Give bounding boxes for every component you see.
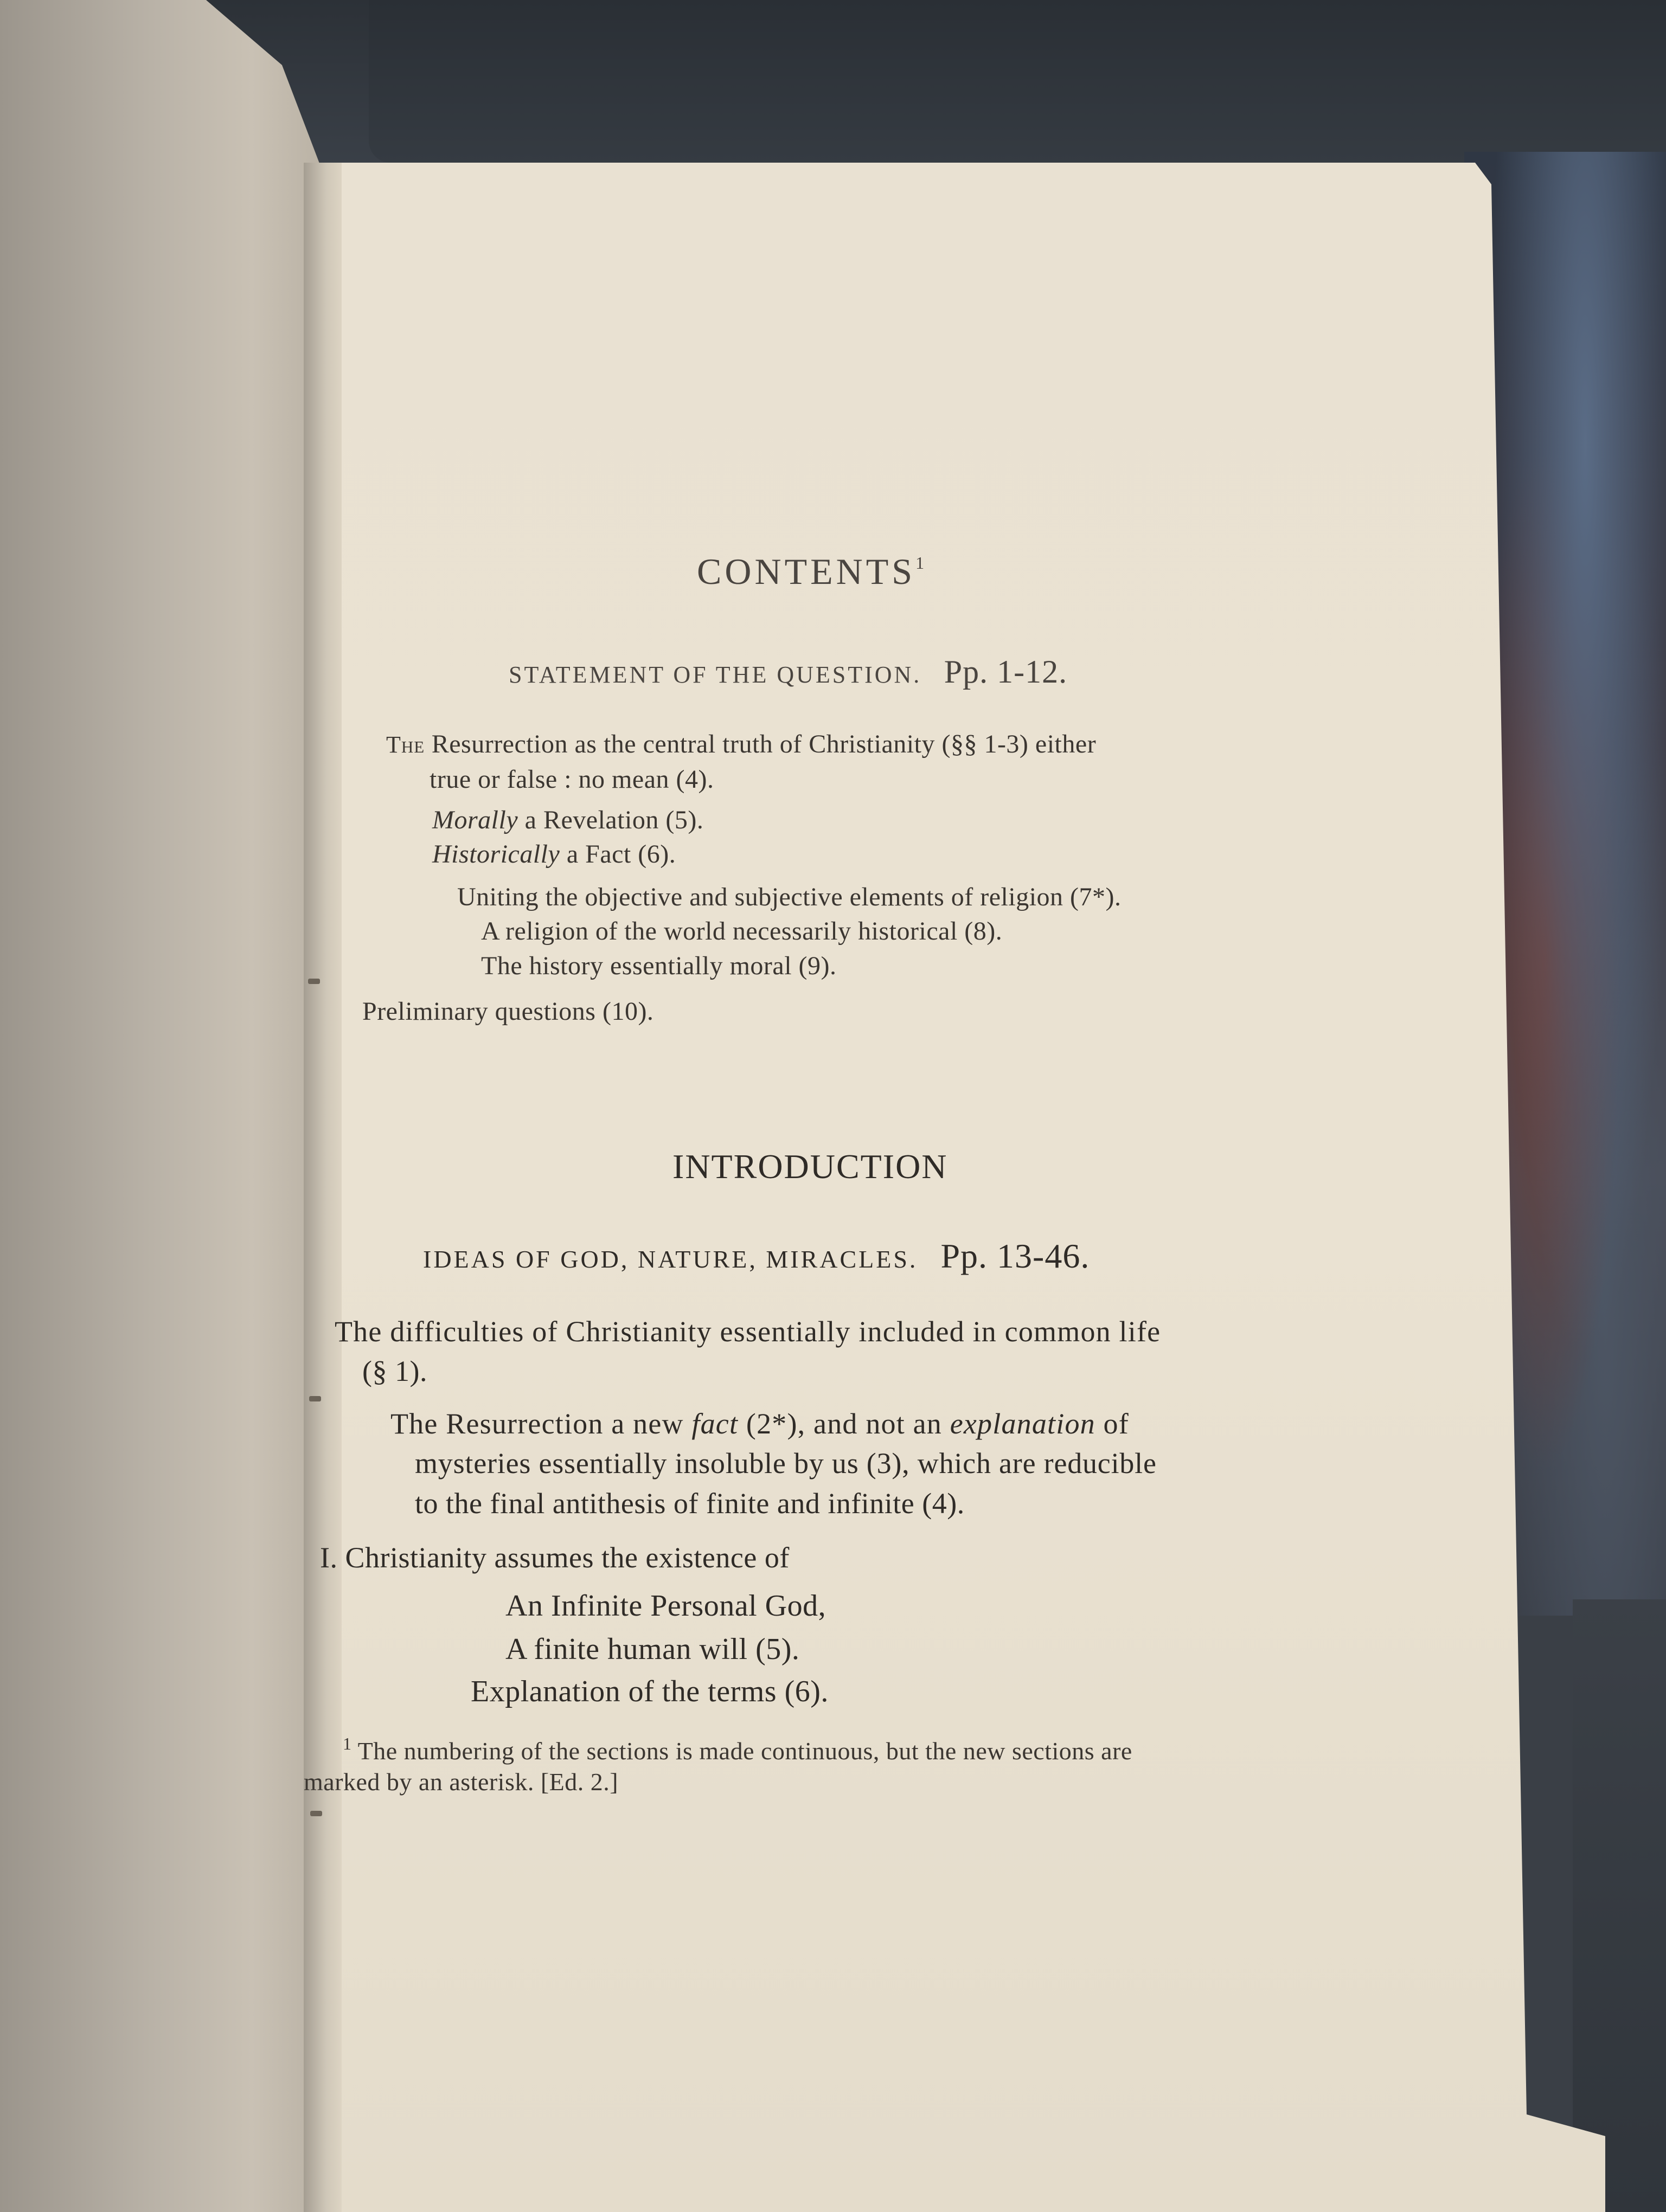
intro-line-8: A finite human will (5). — [505, 1632, 800, 1666]
text: The Resurrection a new — [390, 1407, 692, 1440]
statement-line-8: Preliminary questions (10). — [362, 997, 654, 1026]
intro-line-2: (§ 1). — [362, 1355, 427, 1387]
binding-stitch — [308, 979, 320, 984]
footnote-mark: 1 — [343, 1734, 352, 1753]
footnote-line-1 — [343, 1734, 1132, 1765]
italic-word: explanation — [950, 1407, 1095, 1440]
book-gutter — [304, 163, 342, 2212]
statement-line-3 — [432, 805, 703, 835]
text: Resurrection as the central truth of Christianity (§§ 1-3) either — [425, 730, 1097, 758]
binding-stitch — [309, 1396, 321, 1401]
statement-line-2: true or false : no mean (4). — [430, 765, 714, 794]
intro-line-7: An Infinite Personal God, — [505, 1589, 826, 1623]
italic-word: fact — [691, 1407, 739, 1440]
introduction-pages: Pp. 13-46. — [940, 1237, 1090, 1275]
intro-line-5: to the final antithesis of finite and infinite (4). — [415, 1487, 965, 1520]
footnote-text: The numbering of the sections is made continuous, but the new sections are — [351, 1737, 1132, 1765]
intro-line-6: I. Christianity assumes the existence of — [320, 1541, 790, 1574]
lead-word: The — [386, 731, 425, 758]
statement-line-1 — [386, 729, 1096, 759]
statement-pages: Pp. 1-12. — [944, 654, 1068, 690]
right-page — [325, 163, 1605, 2212]
intro-line-4: mysteries essentially insoluble by us (3), which are reducible — [415, 1447, 1157, 1480]
statement-title: STATEMENT OF THE QUESTION. — [509, 661, 922, 688]
footnote-line-2: marked by an asterisk. [Ed. 2.] — [304, 1768, 619, 1796]
intro-line-9: Explanation of the terms (6). — [471, 1675, 829, 1708]
statement-line-7: The history essentially moral (9). — [481, 951, 837, 980]
footnote-reference: 1 — [915, 553, 925, 573]
introduction-heading: INTRODUCTION — [672, 1147, 948, 1186]
statement-line-5: Uniting the objective and subjective elements of religion (7*). — [457, 883, 1122, 911]
text: (2*), and not an — [738, 1407, 950, 1440]
text: a Revelation (5). — [518, 806, 704, 834]
contents-heading — [697, 550, 924, 593]
intro-line-3 — [390, 1407, 1129, 1441]
statement-line-4 — [432, 839, 676, 869]
italic-word: Historically — [432, 840, 560, 869]
statement-heading — [509, 653, 1067, 691]
statement-line-6: A religion of the world necessarily historical (8). — [481, 917, 1003, 946]
text: of — [1095, 1407, 1129, 1440]
background-desk-corner — [1573, 1599, 1666, 2212]
introduction-subtitle: IDEAS OF GOD, NATURE, MIRACLES. — [423, 1245, 918, 1273]
background-folder — [369, 0, 1666, 163]
intro-line-1: The difficulties of Christianity essentially included in common life — [335, 1315, 1161, 1348]
contents-heading-text: CONTENTS — [697, 551, 916, 592]
binding-stitch — [310, 1811, 322, 1816]
introduction-subheading — [423, 1236, 1090, 1276]
italic-word: Morally — [432, 806, 518, 834]
text: a Fact (6). — [560, 840, 676, 869]
left-page — [0, 0, 336, 2212]
